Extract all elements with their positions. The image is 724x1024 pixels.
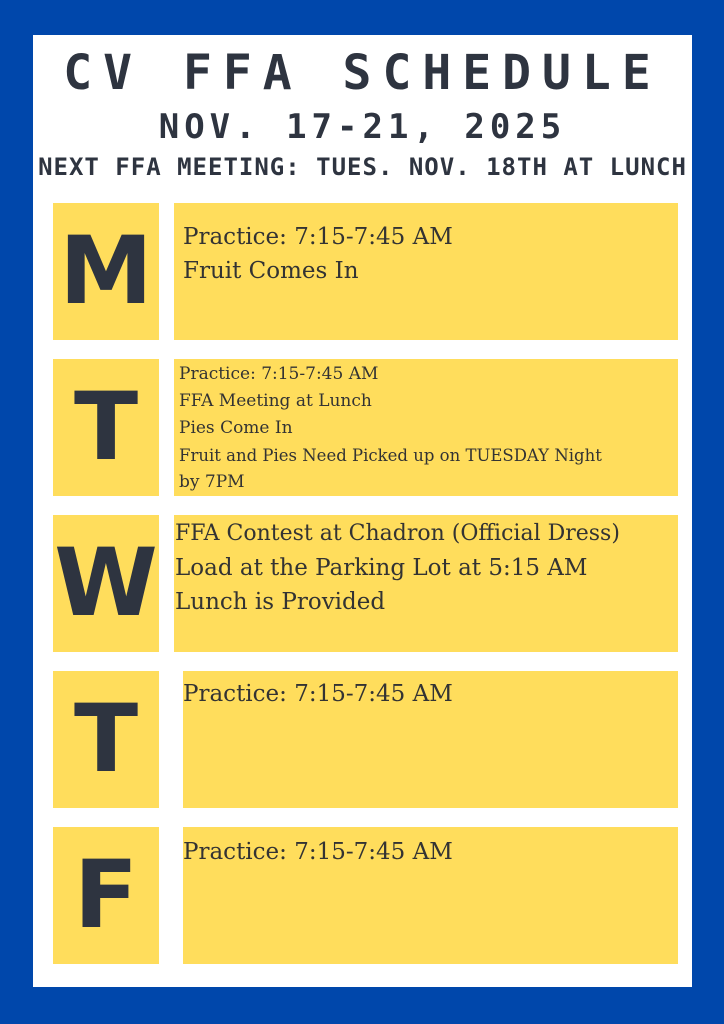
schedule-sheet <box>33 35 692 987</box>
day-letter-wednesday: W <box>53 515 159 652</box>
event-line: Lunch is Provided <box>175 589 386 615</box>
event-line: Practice: 7:15-7:45 AM <box>183 839 453 865</box>
event-line: Practice: 7:15-7:45 AM <box>183 224 453 250</box>
day-content-tuesday <box>174 359 678 496</box>
event-line: Practice: 7:15-7:45 AM <box>179 364 379 384</box>
day-content-wednesday <box>174 515 678 652</box>
next-meeting-notice: NEXT FFA MEETING: TUES. NOV. 18TH AT LUNCH <box>38 153 687 181</box>
event-line: by 7PM <box>179 472 245 492</box>
event-line: FFA Meeting at Lunch <box>179 391 372 411</box>
day-letter-monday: M <box>53 203 159 340</box>
date-range: NOV. 17-21, 2025 <box>158 107 567 147</box>
event-line: Fruit and Pies Need Picked up on TUESDAY Night <box>179 446 602 465</box>
event-line: Practice: 7:15-7:45 AM <box>183 681 453 707</box>
page-title: CV FFA SCHEDULE <box>63 45 662 101</box>
day-content-thursday <box>183 671 678 808</box>
day-letter-tuesday: T <box>53 359 159 496</box>
event-line: FFA Contest at Chadron (Official Dress) <box>175 521 620 546</box>
event-line: Pies Come In <box>179 418 293 438</box>
day-letter-thursday: T <box>53 671 159 808</box>
event-line: Load at the Parking Lot at 5:15 AM <box>175 555 588 581</box>
day-letter-friday: F <box>53 827 159 964</box>
day-content-friday <box>183 827 678 964</box>
day-content-monday <box>174 203 678 340</box>
event-line: Fruit Comes In <box>183 258 359 284</box>
